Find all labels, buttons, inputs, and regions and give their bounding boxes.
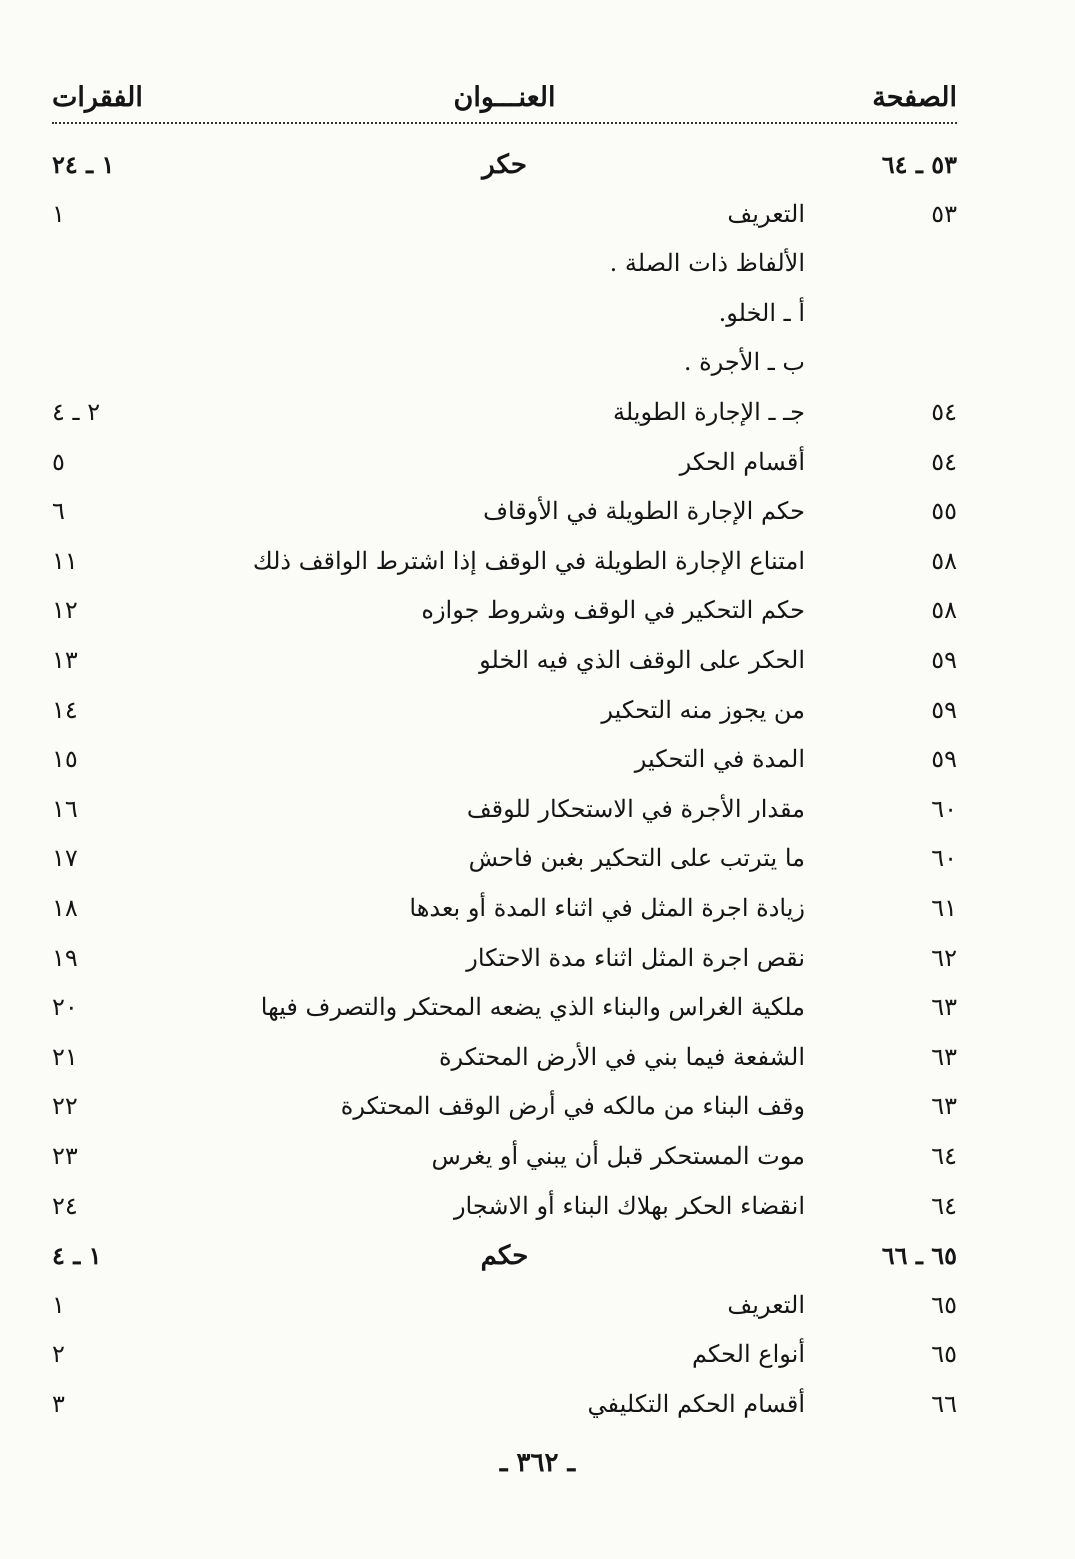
entry-page: ٦٤ [931, 1191, 957, 1220]
toc-entry [52, 789, 957, 829]
entry-paragraphs: ١ ـ ٢٤ [52, 150, 115, 179]
entry-paragraphs: ٣ [52, 1390, 65, 1418]
entry-title: أقسام الحكر [679, 447, 805, 476]
entry-title: أ ـ الخلو. [718, 298, 805, 327]
title-column-header: العنـــوان [453, 82, 556, 113]
toc-entry [52, 987, 957, 1027]
entry-paragraphs: ١٨ [52, 894, 78, 922]
entry-title: ب ـ الأجرة . [683, 348, 805, 377]
entry-page: ٥٤ [931, 447, 957, 476]
entry-title: زيادة اجرة المثل في اثناء المدة أو بعدها [409, 894, 805, 922]
entry-page: ٦٣ [931, 993, 957, 1022]
entry-title: نقص اجرة المثل اثناء مدة الاحتكار [466, 943, 805, 972]
entry-page: ٥٥ [931, 497, 957, 526]
toc-header [52, 78, 957, 124]
toc-entry [52, 1037, 957, 1077]
entry-page: ٥٣ [931, 199, 957, 228]
page-number: ـ ٣٦٢ ـ [499, 1448, 576, 1478]
toc-entry [52, 1086, 957, 1126]
entry-page: ٦٠ [931, 844, 957, 873]
entry-title: حكم التحكير في الوقف وشروط جوازه [421, 596, 805, 625]
entry-title: من يجوز منه التحكير [601, 695, 805, 724]
entry-page: ٦٣ [931, 1042, 957, 1071]
toc-entry [52, 541, 957, 581]
entry-title: حكم [480, 1241, 529, 1272]
toc-entry [52, 442, 957, 482]
paragraphs-column-header: الفقرات [52, 82, 143, 113]
toc-entry [52, 1285, 957, 1325]
toc-entry [52, 690, 957, 730]
entry-title: المدة في التحكير [634, 745, 805, 774]
entry-title: حكم الإجارة الطويلة في الأوقاف [483, 497, 805, 526]
entry-paragraphs: ٢٠ [52, 993, 78, 1022]
toc-entry [52, 888, 957, 928]
entry-title: امتناع الإجارة الطويلة في الوقف إذا اشترط الواقف ذلك [252, 546, 805, 575]
entry-title: انقضاء الحكر بهلاك البناء أو الاشجار [453, 1191, 805, 1220]
toc-entry [52, 194, 957, 234]
entry-title: جـ ـ الإجارة الطويلة [612, 398, 805, 426]
entry-page: ٦٢ [931, 943, 957, 972]
toc-entry [52, 640, 957, 680]
page-column-header: الصفحة [872, 82, 957, 113]
entry-title: وقف البناء من مالكه في أرض الوقف المحتكرة [340, 1092, 805, 1121]
entry-title: ملكية الغراس والبناء الذي يضعه المحتكر والتصرف فيها [260, 993, 805, 1022]
entry-paragraphs: ٢٢ [52, 1092, 78, 1121]
entry-title: أقسام الحكم التكليفي [587, 1390, 805, 1418]
entry-title: موت المستحكر قبل أن يبني أو يغرس [431, 1142, 805, 1170]
entry-page: ٦٥ ـ ٦٦ [881, 1241, 957, 1271]
entry-paragraphs: ٥ [52, 447, 65, 476]
entry-paragraphs: ١١ [52, 546, 78, 575]
entry-paragraphs: ١ [52, 199, 65, 228]
entry-page: ٥٩ [931, 646, 957, 674]
toc-entry [52, 392, 957, 432]
entry-page: ٦٠ [931, 794, 957, 823]
toc-entry [52, 938, 957, 978]
entry-title: ما يترتب على التحكير بغبن فاحش [468, 844, 805, 873]
entry-title: التعريف [727, 199, 805, 228]
entry-page: ٥٨ [931, 546, 957, 575]
toc-entry [52, 293, 957, 333]
entry-paragraphs: ٢ ـ ٤ [52, 398, 101, 426]
entry-page: ٦٦ [931, 1390, 957, 1418]
toc-entry [52, 1384, 957, 1424]
entry-paragraphs: ١ ـ ٤ [52, 1241, 102, 1271]
entry-page: ٥٤ [931, 398, 957, 426]
toc-entry [52, 739, 957, 779]
entry-paragraphs: ٢٣ [52, 1142, 78, 1170]
entry-title: حكر [482, 150, 527, 180]
entry-paragraphs: ١٣ [52, 646, 78, 674]
toc-entry [52, 838, 957, 878]
toc-entry [52, 243, 957, 283]
toc-main-entry [52, 144, 957, 184]
entry-paragraphs: ٢٤ [52, 1191, 78, 1220]
entry-paragraphs: ١٦ [52, 794, 78, 823]
entry-page: ٥٩ [931, 695, 957, 724]
entry-paragraphs: ٢ [52, 1340, 65, 1369]
toc-main-entry [52, 1235, 957, 1275]
entry-page: ٥٩ [931, 745, 957, 774]
toc-entry [52, 491, 957, 531]
entry-paragraphs: ١٧ [52, 844, 78, 873]
entry-title: الحكر على الوقف الذي فيه الخلو [479, 646, 805, 674]
entry-page: ٦٣ [931, 1092, 957, 1121]
entry-page: ٥٣ ـ ٦٤ [881, 150, 957, 179]
entry-paragraphs: ٦ [52, 497, 65, 526]
toc-entry [52, 1186, 957, 1226]
entry-title: الشفعة فيما بني في الأرض المحتكرة [438, 1042, 805, 1071]
entry-paragraphs: ٢١ [52, 1042, 78, 1071]
entry-page: ٦١ [931, 894, 957, 922]
entry-title: أنواع الحكم [691, 1340, 805, 1369]
entry-title: الألفاظ ذات الصلة . [609, 249, 805, 278]
toc-entry [52, 342, 957, 382]
toc-entry [52, 590, 957, 630]
entry-paragraphs: ١٥ [52, 745, 78, 774]
entry-page: ٦٤ [931, 1142, 957, 1170]
toc-entry [52, 1136, 957, 1176]
entry-page: ٦٥ [931, 1290, 957, 1319]
toc-entry [52, 1334, 957, 1374]
entry-paragraphs: ١٢ [52, 596, 78, 625]
entry-paragraphs: ١ [52, 1290, 65, 1319]
entry-title: مقدار الأجرة في الاستحكار للوقف [466, 794, 805, 823]
entry-title: التعريف [727, 1290, 805, 1319]
entry-paragraphs: ١٤ [52, 695, 78, 724]
entry-paragraphs: ١٩ [52, 943, 78, 972]
entry-page: ٦٥ [931, 1340, 957, 1369]
entry-page: ٥٨ [931, 596, 957, 625]
